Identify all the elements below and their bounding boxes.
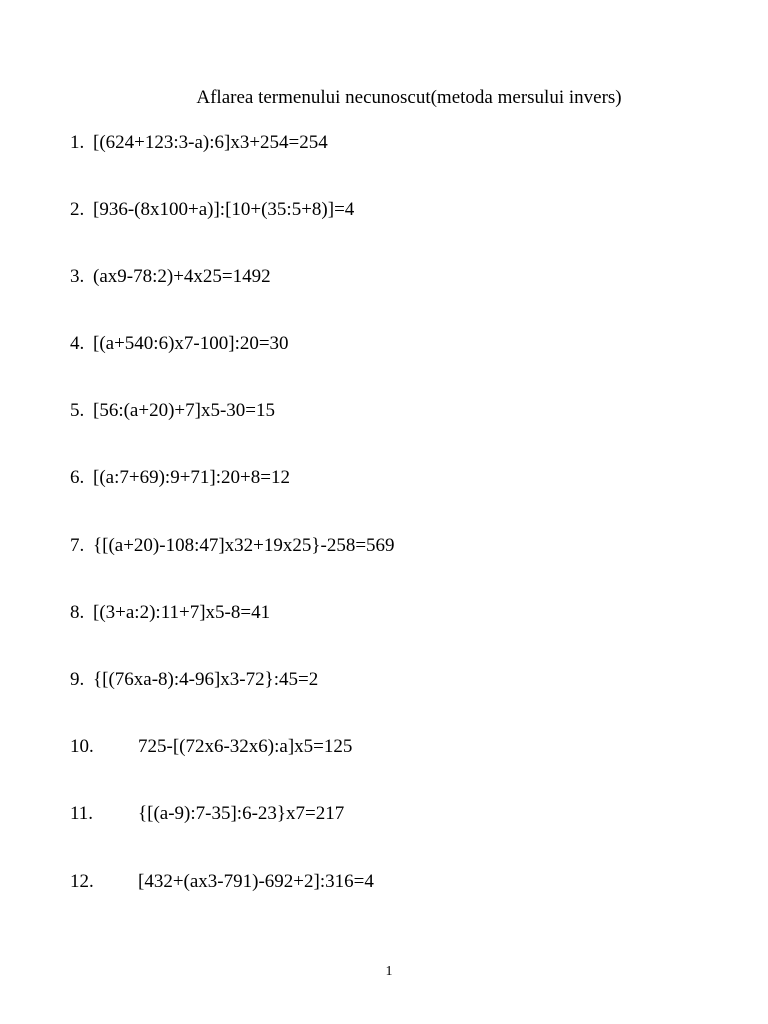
problem-number: 5. (70, 400, 85, 421)
page-number: 1 (385, 964, 393, 979)
problem-equation: (ax9-78:2)+4x25=1492 (93, 266, 271, 287)
problem-number: 9. (70, 669, 85, 690)
problem-item (70, 535, 395, 557)
problem-equation: [56:(a+20)+7]x5-30=15 (93, 400, 275, 421)
problem-number: 4. (70, 333, 85, 354)
problem-equation: {[(a-9):7-35]:6-23}x7=217 (138, 803, 345, 824)
problem-number: 12. (70, 871, 94, 892)
problem-item (70, 333, 289, 355)
problem-item (70, 871, 374, 893)
problem-equation: [(a+540:6)x7-100]:20=30 (93, 333, 289, 354)
problem-number: 7. (70, 535, 85, 556)
page-title: Aflarea termenului necunoscut(metoda mersului invers) (196, 87, 622, 108)
problem-equation: {[(a+20)-108:47]x32+19x25}-258=569 (93, 535, 395, 556)
problem-equation: [(a:7+69):9+71]:20+8=12 (93, 467, 290, 488)
problem-number: 6. (70, 467, 85, 488)
problem-item (70, 132, 328, 154)
problem-number: 10. (70, 736, 94, 757)
problem-number: 3. (70, 266, 85, 287)
problem-equation: {[(76xa-8):4-96]x3-72}:45=2 (93, 669, 319, 690)
problem-item (70, 669, 318, 691)
problem-item (70, 602, 270, 624)
problem-equation: 725-[(72x6-32x6):a]x5=125 (138, 736, 353, 757)
problem-item (70, 400, 275, 422)
problem-equation: [(3+a:2):11+7]x5-8=41 (93, 602, 271, 623)
problem-item (70, 467, 290, 489)
problem-number: 1. (70, 132, 85, 153)
problem-equation: [(624+123:3-a):6]x3+254=254 (93, 132, 328, 153)
problem-item (70, 736, 352, 758)
problem-item (70, 266, 271, 288)
problem-number: 11. (70, 803, 94, 824)
problem-number: 8. (70, 602, 85, 623)
problem-number: 2. (70, 199, 85, 220)
problem-equation: [936-(8x100+a)]:[10+(35:5+8)]=4 (93, 199, 355, 220)
problem-item (70, 803, 344, 825)
problem-item (70, 199, 354, 221)
problem-equation: [432+(ax3-791)-692+2]:316=4 (138, 871, 374, 892)
